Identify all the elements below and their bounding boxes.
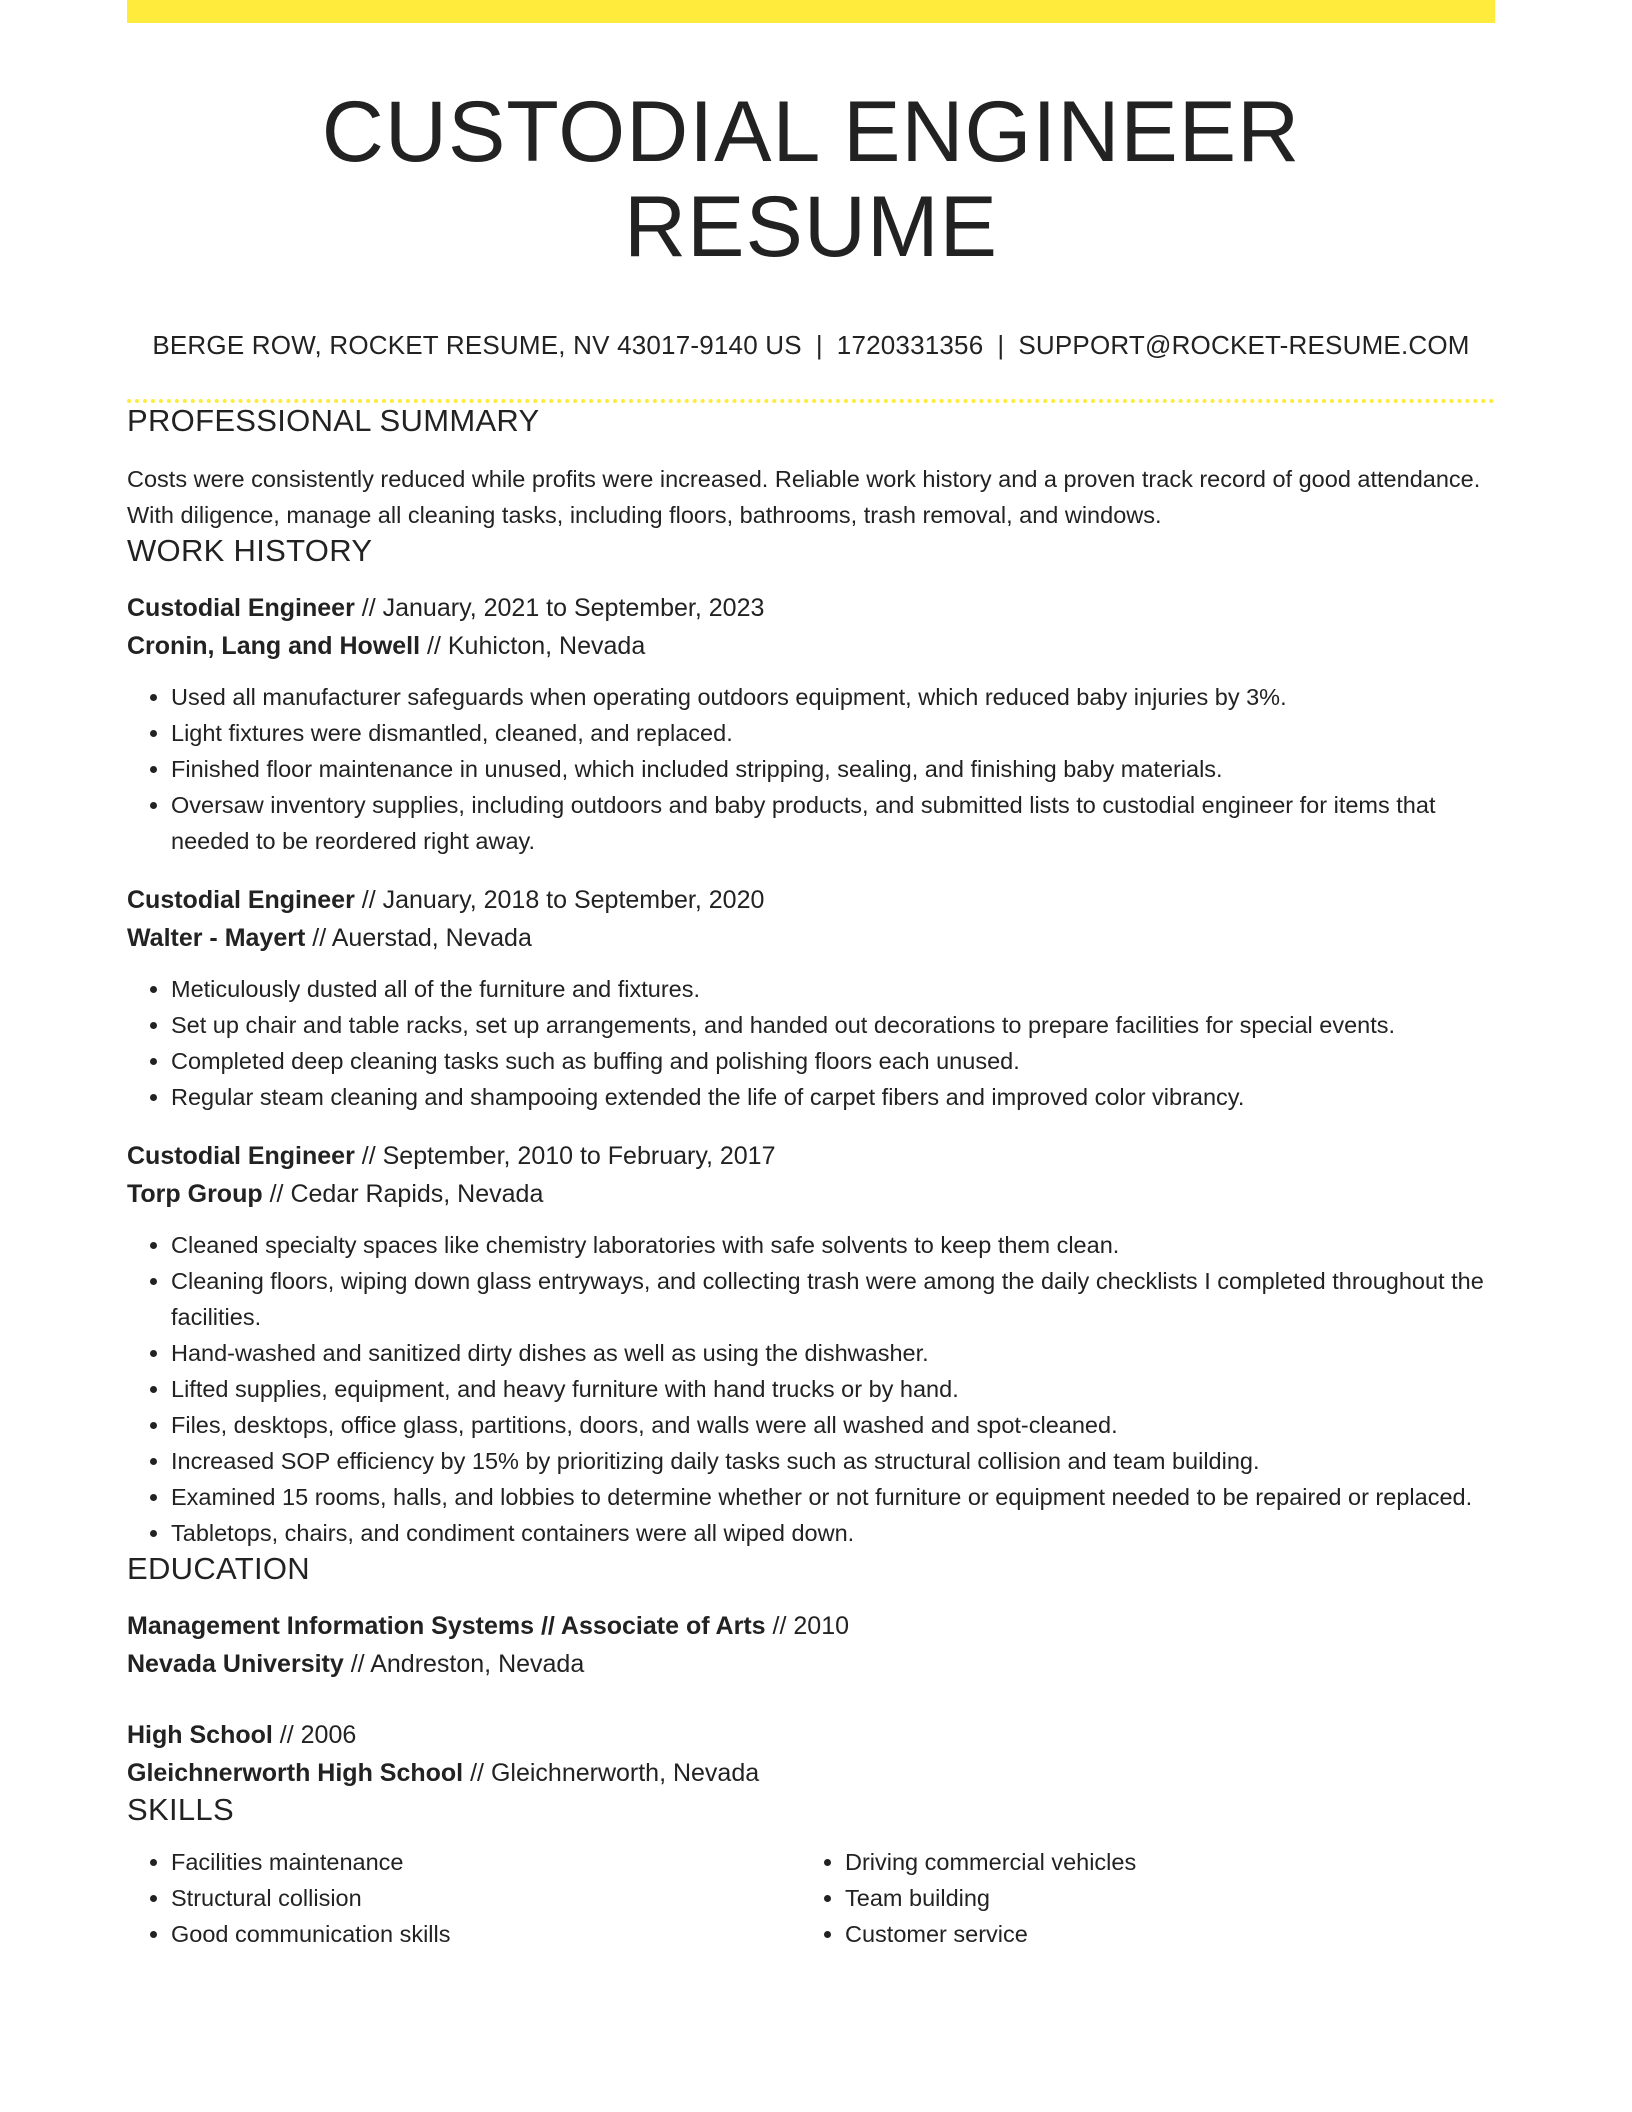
bullet-item: • Examined 15 rooms, halls, and lobbies to determine whether or not furniture or equipment needed to be repaired or replaced. (171, 1479, 1495, 1515)
job-company-line (127, 919, 1495, 957)
job-company-line (127, 1175, 1495, 1213)
contact-line (127, 330, 1495, 361)
education-school-line (127, 1645, 1495, 1683)
contact-separator: | (815, 330, 823, 361)
job-location: Auerstad, Nevada (331, 924, 532, 953)
education-year: 2010 (793, 1612, 850, 1641)
education-year: 2006 (300, 1721, 357, 1750)
contact-separator: | (997, 330, 1005, 361)
separator: // (350, 1650, 365, 1679)
education-heading: EDUCATION (127, 1551, 310, 1587)
bullet-item: • Oversaw inventory supplies, including outdoors and baby products, and submitted lists to custodial engineer for items that needed to be reordered right away. (171, 787, 1495, 859)
contact-email: SUPPORT@ROCKET-RESUME.COM (1018, 330, 1470, 361)
skill-item: • Driving commercial vehicles (845, 1844, 1475, 1880)
skills-list (127, 1844, 1495, 1952)
skills-right-list (801, 1844, 1475, 1952)
bullet-item: • Lifted supplies, equipment, and heavy furniture with hand trucks or by hand. (171, 1371, 1495, 1407)
skill-item: • Team building (845, 1880, 1475, 1916)
separator: // (772, 1612, 787, 1641)
job-company-line (127, 627, 1495, 665)
education-entry (127, 1607, 1495, 1683)
bullet-item: • Files, desktops, office glass, partitions, doors, and walls were all washed and spot-cleaned. (171, 1407, 1495, 1443)
bullet-item: • Light fixtures were dismantled, cleaned, and replaced. (171, 715, 1495, 751)
skill-item: • Customer service (845, 1916, 1475, 1952)
resume-title: CUSTODIAL ENGINEER RESUME (321, 84, 1301, 275)
job-dates: January, 2021 to September, 2023 (382, 594, 765, 623)
job-bullets (127, 679, 1495, 859)
skill-item: • Facilities maintenance (171, 1844, 801, 1880)
bullet-item: • Regular steam cleaning and shampooing extended the life of carpet fibers and improved color vibrancy. (171, 1079, 1495, 1115)
job-location: Cedar Rapids, Nevada (290, 1180, 544, 1209)
bullet-item: • Hand-washed and sanitized dirty dishes as well as using the dishwasher. (171, 1335, 1495, 1371)
bullet-item: • Cleaning floors, wiping down glass entryways, and collecting trash were among the daily checklists I completed throughout the facilities. (171, 1263, 1495, 1335)
education-degree-line (127, 1607, 1495, 1645)
education-degree: Management Information Systems // Associate of Arts (127, 1612, 766, 1641)
job-title: Custodial Engineer (127, 594, 355, 623)
job-entry (127, 1137, 1495, 1551)
education-school-line (127, 1754, 1495, 1792)
education-entry (127, 1716, 1495, 1792)
education-location: Gleichnerworth, Nevada (490, 1759, 760, 1788)
education-list (127, 1607, 1495, 1792)
contact-phone: 1720331356 (836, 330, 984, 361)
job-dates: September, 2010 to February, 2017 (382, 1142, 776, 1171)
work-history-heading: WORK HISTORY (127, 533, 373, 569)
separator: // (470, 1759, 484, 1788)
separator: // (427, 632, 441, 661)
top-accent-bar (127, 0, 1495, 23)
job-company: Cronin, Lang and Howell (127, 632, 421, 661)
summary-heading: PROFESSIONAL SUMMARY (127, 403, 540, 439)
separator: // (361, 886, 376, 915)
job-title: Custodial Engineer (127, 1142, 355, 1171)
summary-text: Costs were consistently reduced while profits were increased. Reliable work history and a proven track record of good attendance. With diligence, manage all cleaning tasks, including floors, bathrooms, trash removal, and windows. (127, 466, 1481, 529)
skills-column-right (801, 1844, 1475, 1952)
contact-address: BERGE ROW, ROCKET RESUME, NV 43017-9140 US (152, 330, 802, 361)
job-entry (127, 881, 1495, 1115)
education-degree-line (127, 1716, 1495, 1754)
bullet-item: • Meticulously dusted all of the furniture and fixtures. (171, 971, 1495, 1007)
skill-item: • Good communication skills (171, 1916, 801, 1952)
skills-heading: SKILLS (127, 1792, 234, 1828)
separator: // (279, 1721, 294, 1750)
bullet-item: • Cleaned specialty spaces like chemistry laboratories with safe solvents to keep them clean. (171, 1227, 1495, 1263)
job-bullets (127, 1227, 1495, 1551)
bullet-item: • Increased SOP efficiency by 15% by prioritizing daily tasks such as structural collision and team building. (171, 1443, 1495, 1479)
job-title-line (127, 1137, 1495, 1175)
separator: // (361, 594, 376, 623)
separator: // (361, 1142, 376, 1171)
education-location: Andreston, Nevada (370, 1650, 585, 1679)
job-title-line (127, 881, 1495, 919)
job-title-line (127, 589, 1495, 627)
job-company: Torp Group (127, 1180, 263, 1209)
bullet-item: • Completed deep cleaning tasks such as buffing and polishing floors each unused. (171, 1043, 1495, 1079)
bullet-item: • Finished floor maintenance in unused, which included stripping, sealing, and finishing baby materials. (171, 751, 1495, 787)
education-school: Nevada University (127, 1650, 344, 1679)
skills-left-list (127, 1844, 801, 1952)
separator: // (269, 1180, 284, 1209)
job-entry (127, 589, 1495, 859)
resume-page (127, 0, 1495, 1952)
separator: // (312, 924, 327, 953)
job-company: Walter - Mayert (127, 924, 306, 953)
work-history-list (127, 589, 1495, 1551)
job-dates: January, 2018 to September, 2020 (382, 886, 765, 915)
education-degree: High School (127, 1721, 273, 1750)
bullet-item: • Tabletops, chairs, and condiment containers were all wiped down. (171, 1515, 1495, 1551)
bullet-item: • Used all manufacturer safeguards when operating outdoors equipment, which reduced baby injuries by 3%. (171, 679, 1495, 715)
job-bullets (127, 971, 1495, 1115)
skills-column-left (127, 1844, 801, 1952)
bullet-item: • Set up chair and table racks, set up arrangements, and handed out decorations to prepare facilities for special events. (171, 1007, 1495, 1043)
job-location: Kuhicton, Nevada (447, 632, 646, 661)
education-school: Gleichnerworth High School (127, 1759, 464, 1788)
skill-item: • Structural collision (171, 1880, 801, 1916)
job-title: Custodial Engineer (127, 886, 355, 915)
